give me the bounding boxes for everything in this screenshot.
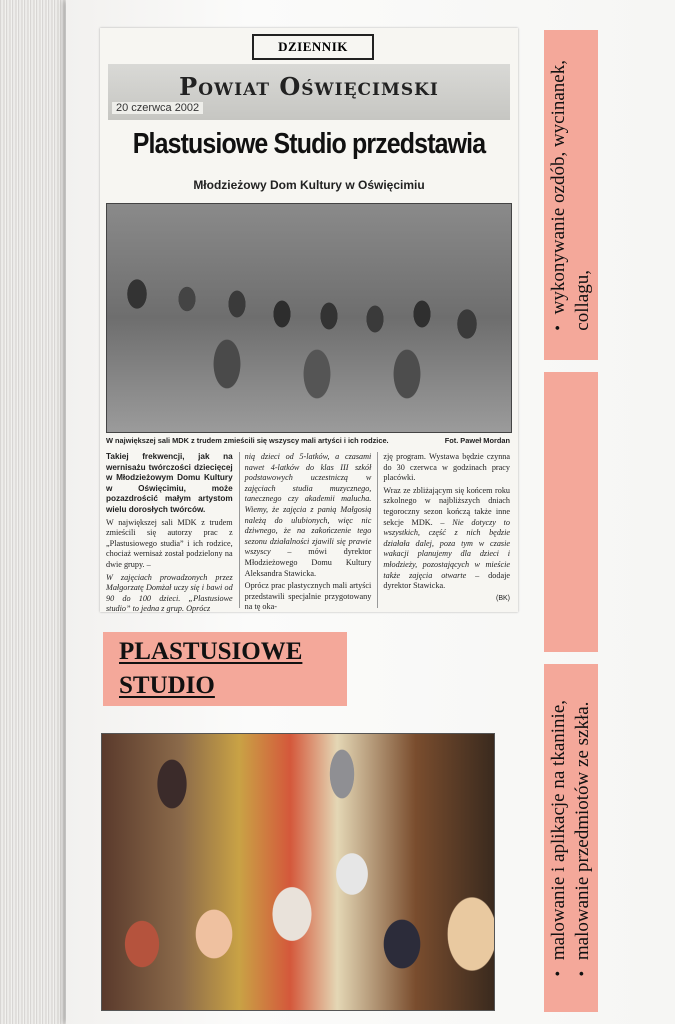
article-paragraph <box>106 573 233 615</box>
album-page-edges <box>0 0 72 1024</box>
section-banner <box>108 64 510 120</box>
article-quote: W zajęciach prowadzonych przez Małgorzatę Domżał uczy się i bawi od 90 do 100 dzieci. „Plastusiowe studio” to jedna z grup. Oprócz <box>106 572 233 614</box>
side-label-text: malowanie przedmiotów ze szkła. <box>572 701 593 960</box>
newspaper-masthead: DZIENNIK <box>252 34 374 60</box>
side-label-text: collagu, <box>572 269 593 331</box>
title-line-1: PLASTUSIOWE <box>119 638 303 665</box>
album-title-label <box>103 632 347 706</box>
photo-caption: W największej sali MDK z trudem zmieścili się wszyscy mali artyści i ich rodzice. <box>106 436 389 445</box>
article-text: – mówi dyrektor Młodzieżowego Domu Kultury Aleksandra Stawicka. <box>244 547 372 578</box>
bullet-icon: • <box>574 970 591 977</box>
article-paragraph <box>245 452 372 579</box>
article-column-1 <box>106 452 233 614</box>
article-text: Wraz ze zbliżającym się końcem roku szkolnego w najbliższych dniach tegoroczny sezon kończą także inne sekcje MDK. – <box>383 485 511 527</box>
article-column-2 <box>239 452 372 612</box>
bullet-icon: • <box>550 970 567 977</box>
children-photo <box>101 733 495 1011</box>
clipping-date: 20 czerwca 2002 <box>112 102 203 114</box>
bullet-icon: • <box>550 324 567 331</box>
title-line-2: STUDIO <box>119 672 215 699</box>
side-label-text: wykonywanie ozdób, wycinanek, <box>548 59 569 314</box>
article-paragraph: Oprócz prac plastycznych mali artyści przedstawili specjalnie przygotowany na tę oka- <box>244 581 372 612</box>
side-label-top <box>544 30 598 360</box>
side-label-blank <box>544 372 598 652</box>
article-body <box>106 452 511 614</box>
author-signature: (BK) <box>496 594 511 602</box>
article-paragraph: W największej sali MDK z trudem zmieścili się autorzy prac z „Plastusiowego studia” i ich rodzice, chociaż wernisaż został podzielony na dwie grupy. – <box>106 517 233 569</box>
article-photo <box>106 203 512 433</box>
article-text: – dodaje dyrektor Stawicka. <box>383 570 511 591</box>
article-subhead: Młodzieżowy Dom Kultury w Oświęcimiu <box>193 178 425 192</box>
section-title: Powiat Oświęcimski <box>179 72 439 101</box>
side-label-text: malowanie i aplikacje na tkaninie, <box>548 699 569 960</box>
side-label-bottom <box>544 664 598 1012</box>
article-lead: Takiej frekwencji, jak na wernisażu twórczości dziecięcej w Młodzieżowym Domu Kultury w Oświęcimiu, może pozazdrościć małym artystom wielu dorosłych twórców. <box>106 452 233 514</box>
article-headline: Plastusiowe Studio przedstawia <box>132 128 486 160</box>
article-paragraph <box>383 486 510 592</box>
article-quote: Nie dotyczy to wszystkich, część z nich będzie działała dalej, poza tym w czasie wakacji planujemy dla dzieci i młodzieży, pozostających w mieście także zajęcia otwarte <box>383 517 511 580</box>
photo-credit: Fot. Paweł Mordan <box>444 436 510 445</box>
article-column-3 <box>377 452 510 608</box>
article-paragraph: zję program. Wystawa będzie czynna do 30 czerwca w godzinach pracy placówki. <box>383 452 511 483</box>
photo-caption-row <box>106 436 510 445</box>
article-quote: nią dzieci od 5-latków, a czasami nawet 4-latków do klas III szkół podstawowych uczestniczą w zajęciach studia muzycznego, tanecznego czy akademii malucha. Wiemy, że zajęcia z panią Małgosią należą do ulubionych, więc nic dziwnego, że na zakończenie tego sezonu działalności zjawili się prawie wszyscy <box>244 452 372 557</box>
newspaper-clipping <box>100 28 518 612</box>
